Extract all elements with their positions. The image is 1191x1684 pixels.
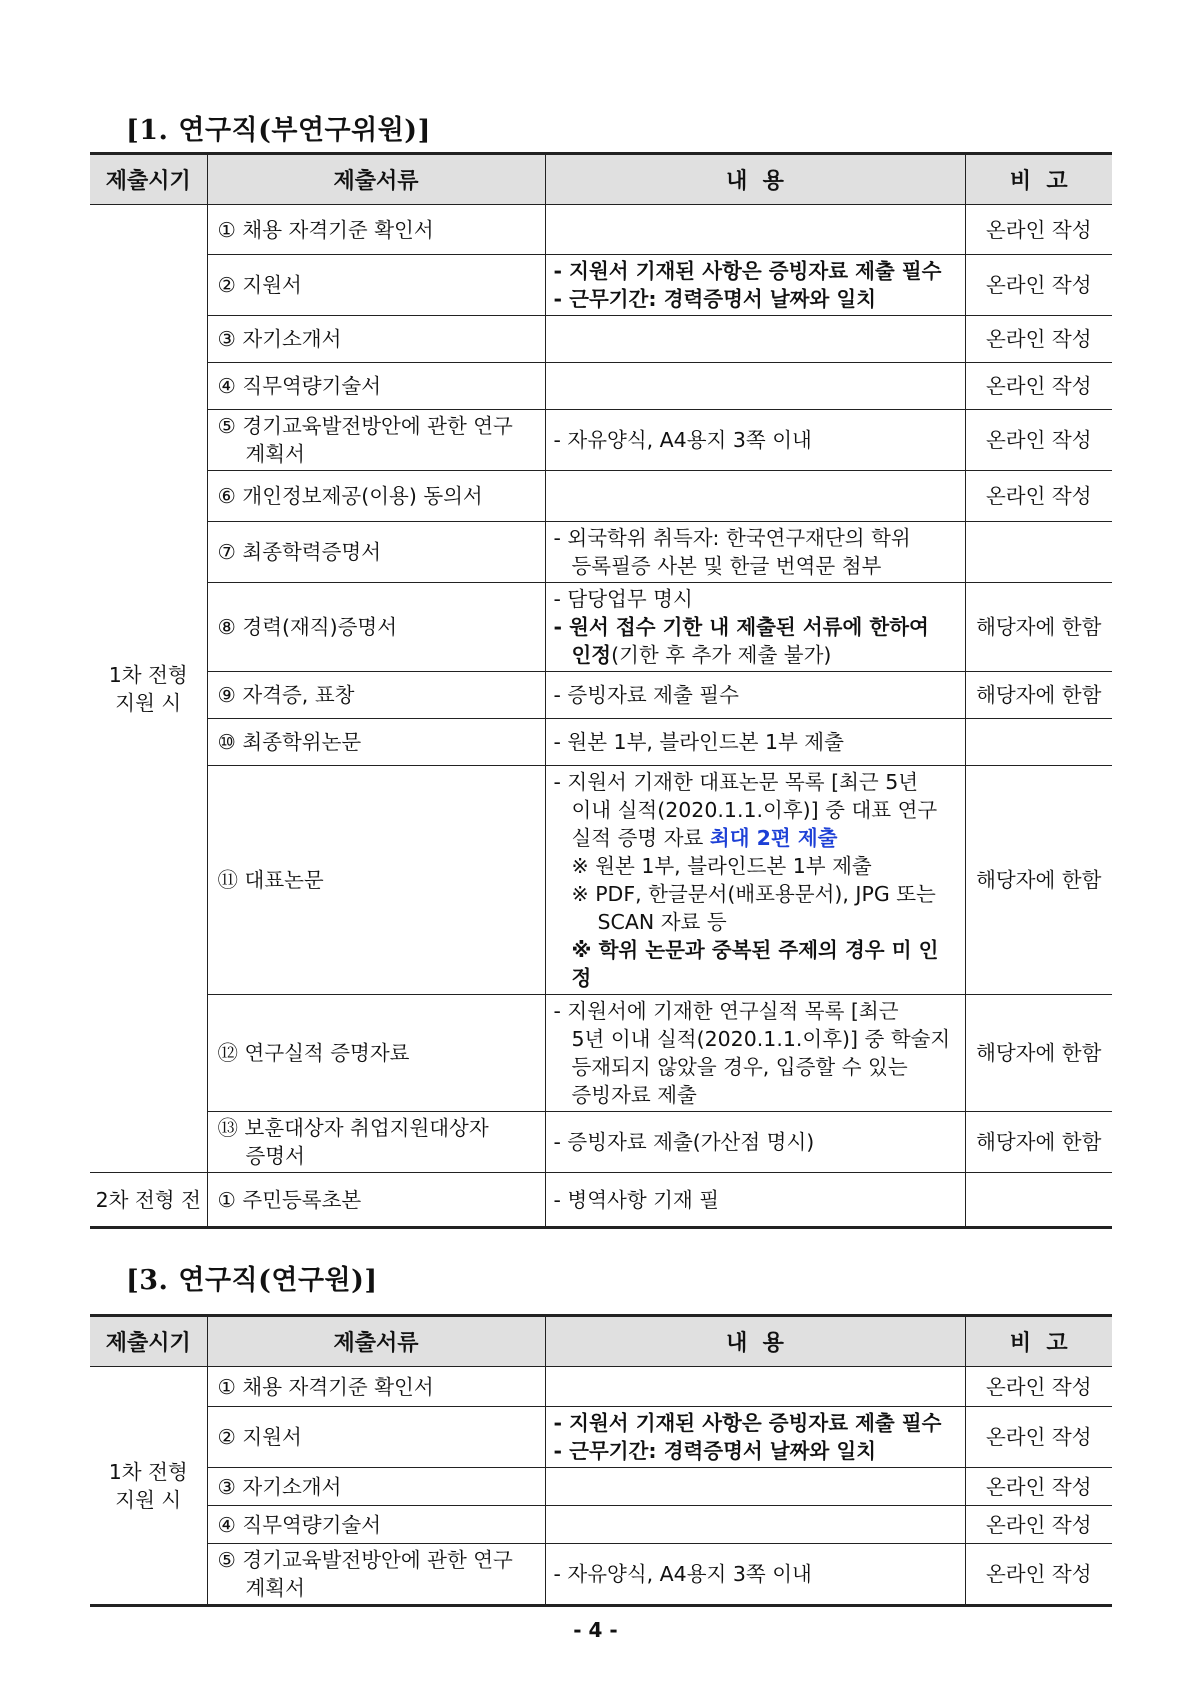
stage-first-round: 1차 전형 지원 시 (90, 205, 207, 1173)
doc-name: ④ 직무역량기술서 (207, 363, 545, 410)
header-note: 비 고 (965, 1316, 1112, 1367)
stage-second-round: 2차 전형 전 (90, 1173, 207, 1228)
header-content: 내 용 (545, 154, 965, 205)
table-row (90, 1112, 1112, 1173)
table-row (90, 255, 1112, 316)
stage-first-round: 1차 전형 지원 시 (90, 1367, 207, 1606)
doc-content: - 지원서에 기재한 연구실적 목록 [최근 5년 이내 실적(2020.1.1.이후)] 중 학술지 등재되지 않았을 경우, 입증할 수 있는 증빙자료 제출 (545, 995, 965, 1112)
doc-note: 해당자에 한함 (965, 583, 1112, 672)
doc-name: ① 채용 자격기준 확인서 (207, 205, 545, 255)
doc-name: ① 주민등록초본 (207, 1173, 545, 1228)
table-row (90, 583, 1112, 672)
doc-content: - 외국학위 취득자: 한국연구재단의 학위 등록필증 사본 및 한글 번역문 첨부 (545, 522, 965, 583)
table-row (90, 1506, 1112, 1544)
doc-name: ⑪ 대표논문 (207, 766, 545, 995)
doc-name: ⑨ 자격증, 표창 (207, 672, 545, 719)
header-documents: 제출서류 (207, 1316, 545, 1367)
doc-content: - 원본 1부, 블라인드본 1부 제출 (545, 719, 965, 766)
doc-content: - 자유양식, A4용지 3쪽 이내 (545, 1544, 965, 1606)
table-row (90, 1544, 1112, 1606)
doc-content (545, 363, 965, 410)
doc-name: ⑫ 연구실적 증명자료 (207, 995, 545, 1112)
doc-content: - 병역사항 기재 필 (545, 1173, 965, 1228)
page-number: - 4 - (573, 1618, 618, 1642)
documents-table-1 (90, 152, 1112, 1229)
doc-note: 해당자에 한함 (965, 672, 1112, 719)
doc-note: 온라인 작성 (965, 1367, 1112, 1407)
doc-name: ② 지원서 (207, 1407, 545, 1468)
doc-note: 온라인 작성 (965, 363, 1112, 410)
doc-content: - 증빙자료 제출(가산점 명시) (545, 1112, 965, 1173)
doc-content: - 담당업무 명시 - 원서 접수 기한 내 제출된 서류에 한하여 인정(기한 후 추가 제출 불가) (545, 583, 965, 672)
doc-note (965, 719, 1112, 766)
table-row (90, 1173, 1112, 1228)
doc-note: 온라인 작성 (965, 410, 1112, 471)
doc-note: 온라인 작성 (965, 316, 1112, 363)
doc-name: ⑩ 최종학위논문 (207, 719, 545, 766)
header-note: 비 고 (965, 154, 1112, 205)
doc-content (545, 205, 965, 255)
header-documents: 제출서류 (207, 154, 545, 205)
doc-name: ④ 직무역량기술서 (207, 1506, 545, 1544)
doc-name: ⑬ 보훈대상자 취업지원대상자 증명서 (207, 1112, 545, 1173)
doc-content (545, 1367, 965, 1407)
doc-content: - 지원서 기재된 사항은 증빙자료 제출 필수 - 근무기간: 경력증명서 날짜와 일치 (545, 1407, 965, 1468)
table-row (90, 1407, 1112, 1468)
doc-name: ⑦ 최종학력증명서 (207, 522, 545, 583)
doc-name: ⑤ 경기교육발전방안에 관한 연구 계획서 (207, 1544, 545, 1606)
doc-name: ③ 자기소개서 (207, 316, 545, 363)
section-title-1: [1. 연구직(부연구위원)] (126, 115, 431, 146)
doc-note: 해당자에 한함 (965, 766, 1112, 995)
doc-note (965, 1173, 1112, 1228)
table-row (90, 363, 1112, 410)
doc-note: 해당자에 한함 (965, 1112, 1112, 1173)
table-row (90, 995, 1112, 1112)
doc-note: 온라인 작성 (965, 1544, 1112, 1606)
doc-name: ⑥ 개인정보제공(이용) 동의서 (207, 471, 545, 522)
doc-content (545, 471, 965, 522)
doc-content: - 자유양식, A4용지 3쪽 이내 (545, 410, 965, 471)
table-row (90, 1468, 1112, 1506)
doc-content: - 지원서 기재한 대표논문 목록 [최근 5년 이내 실적(2020.1.1.이후)] 중 대표 연구 실적 증명 자료 최대 2편 제출 ※ 원본 1부, 블라인드본 1부 제출 ※ PDF, 한글문서(배포용문서), JPG 또는 SCAN 자료 등 ※ 학위 논문과 중복된 주제의 경우 미 인정 (545, 766, 965, 995)
header-content: 내 용 (545, 1316, 965, 1367)
header-when: 제출시기 (90, 154, 207, 205)
doc-content (545, 316, 965, 363)
doc-name: ③ 자기소개서 (207, 1468, 545, 1506)
doc-content: - 지원서 기재된 사항은 증빙자료 제출 필수 - 근무기간: 경력증명서 날짜와 일치 (545, 255, 965, 316)
doc-note: 온라인 작성 (965, 1506, 1112, 1544)
documents-table-2 (90, 1314, 1112, 1607)
doc-note: 해당자에 한함 (965, 995, 1112, 1112)
header-when: 제출시기 (90, 1316, 207, 1367)
table-row (90, 316, 1112, 363)
section-title-2: [3. 연구직(연구원)] (126, 1265, 378, 1296)
doc-content: - 증빙자료 제출 필수 (545, 672, 965, 719)
doc-name: ⑤ 경기교육발전방안에 관한 연구 계획서 (207, 410, 545, 471)
table-row (90, 672, 1112, 719)
table-header-row (90, 1316, 1112, 1367)
table-row (90, 766, 1112, 995)
table-row (90, 410, 1112, 471)
doc-content (545, 1506, 965, 1544)
doc-note (965, 522, 1112, 583)
table-header-row (90, 154, 1112, 205)
doc-name: ⑧ 경력(재직)증명서 (207, 583, 545, 672)
doc-name: ① 채용 자격기준 확인서 (207, 1367, 545, 1407)
table-row (90, 1367, 1112, 1407)
doc-note: 온라인 작성 (965, 205, 1112, 255)
table-row (90, 471, 1112, 522)
doc-note: 온라인 작성 (965, 1407, 1112, 1468)
doc-note: 온라인 작성 (965, 255, 1112, 316)
doc-note: 온라인 작성 (965, 1468, 1112, 1506)
table-row (90, 719, 1112, 766)
doc-content (545, 1468, 965, 1506)
table-row (90, 205, 1112, 255)
doc-note: 온라인 작성 (965, 471, 1112, 522)
table-row (90, 522, 1112, 583)
doc-name: ② 지원서 (207, 255, 545, 316)
